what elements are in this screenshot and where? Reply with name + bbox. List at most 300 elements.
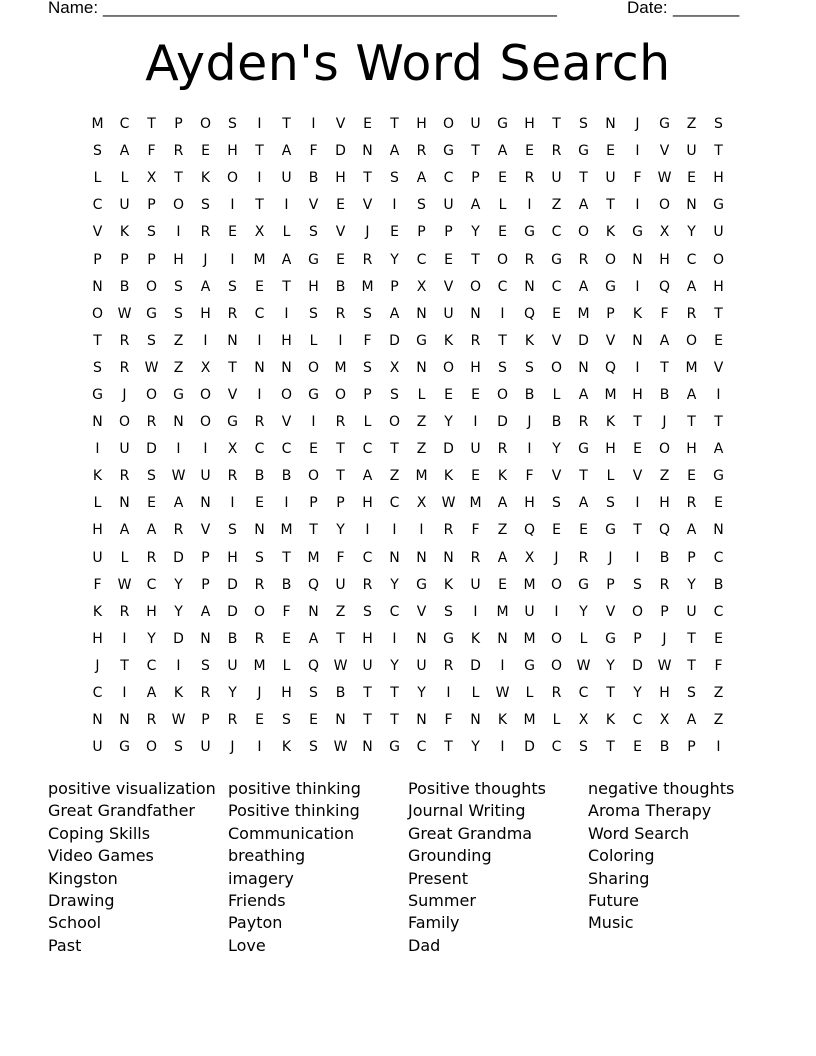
grid-letter: I: [284, 495, 289, 512]
grid-letter: M: [496, 603, 509, 620]
grid-row: [84, 680, 734, 707]
grid-letter: U: [335, 576, 346, 593]
grid-letter: G: [416, 576, 427, 593]
grid-letter: Z: [713, 712, 724, 729]
grid-letter: N: [416, 712, 427, 729]
grid-letter: Y: [390, 576, 399, 593]
grid-letter: M: [280, 522, 293, 539]
grid-letter: S: [147, 224, 156, 241]
grid-letter: K: [632, 305, 643, 322]
grid-letter: R: [119, 359, 130, 376]
grid-letter: U: [470, 576, 481, 593]
grid-letter: K: [92, 603, 103, 620]
grid-row: [84, 653, 734, 680]
grid-letter: X: [524, 549, 535, 566]
grid-letter: P: [174, 116, 183, 133]
grid-letter: N: [470, 712, 481, 729]
grid-letter: O: [658, 441, 671, 458]
grid-letter: S: [174, 278, 183, 295]
grid-letter: D: [632, 657, 643, 674]
grid-letter: R: [227, 712, 238, 729]
grid-letter: A: [578, 278, 589, 295]
grid-letter: O: [631, 603, 644, 620]
grid-letter: T: [147, 116, 156, 133]
grid-letter: L: [93, 170, 102, 187]
grid-letter: F: [147, 143, 156, 160]
grid-letter: O: [658, 197, 671, 214]
grid-letter: M: [523, 712, 536, 729]
grid-letter: E: [282, 630, 291, 647]
grid-letter: I: [365, 522, 370, 539]
grid-letter: C: [119, 116, 130, 133]
grid-row: [84, 192, 734, 219]
grid-letter: C: [443, 170, 454, 187]
grid-letter: O: [118, 414, 131, 431]
grid-letter: P: [147, 251, 156, 268]
grid-letter: J: [527, 414, 532, 431]
grid-letter: R: [119, 603, 130, 620]
grid-letter: Z: [659, 468, 670, 485]
grid-letter: Y: [633, 685, 642, 702]
grid-letter: R: [578, 549, 589, 566]
grid-letter: E: [606, 143, 615, 160]
grid-letter: Z: [335, 603, 346, 620]
grid-letter: M: [253, 251, 266, 268]
grid-letter: M: [523, 630, 536, 647]
word-list-item: Great Grandfather: [48, 801, 195, 821]
header: [48, 0, 748, 20]
word-list-item: Love: [228, 935, 266, 955]
grid-letter: N: [632, 332, 643, 349]
grid-letter: V: [308, 197, 319, 214]
grid-letter: R: [443, 522, 454, 539]
grid-letter: S: [174, 305, 183, 322]
grid-letter: C: [281, 441, 292, 458]
grid-letter: H: [281, 685, 292, 702]
grid-letter: A: [578, 386, 589, 403]
grid-letter: B: [335, 278, 346, 295]
grid-letter: L: [309, 332, 318, 349]
grid-letter: G: [119, 739, 130, 756]
grid-letter: E: [633, 739, 642, 756]
grid-letter: E: [255, 495, 264, 512]
grid-letter: I: [392, 630, 397, 647]
grid-letter: D: [173, 630, 184, 647]
word-column: [48, 778, 228, 957]
grid-letter: N: [119, 712, 130, 729]
grid-letter: U: [119, 441, 130, 458]
grid-letter: A: [389, 305, 400, 322]
grid-letter: H: [227, 549, 238, 566]
grid-letter: V: [632, 468, 643, 485]
grid-letter: L: [93, 495, 102, 512]
grid-letter: G: [551, 251, 562, 268]
grid-letter: P: [687, 549, 696, 566]
grid-letter: I: [500, 305, 505, 322]
grid-letter: X: [578, 712, 589, 729]
grid-letter: U: [686, 603, 697, 620]
grid-letter: C: [92, 197, 103, 214]
grid-letter: D: [227, 603, 238, 620]
grid-row: [84, 301, 734, 328]
word-list-item: positive visualization: [48, 779, 216, 798]
grid-letter: B: [254, 468, 265, 485]
grid-letter: V: [335, 224, 346, 241]
grid-letter: T: [714, 414, 723, 431]
grid-letter: Y: [336, 522, 345, 539]
grid-letter: C: [497, 278, 508, 295]
grid-letter: P: [687, 739, 696, 756]
grid-letter: U: [713, 224, 724, 241]
grid-letter: U: [524, 603, 535, 620]
grid-row: [84, 599, 734, 626]
grid-letter: P: [201, 712, 210, 729]
grid-letter: R: [443, 657, 454, 674]
grid-letter: L: [552, 712, 561, 729]
grid-letter: N: [362, 143, 373, 160]
word-list-item: Music: [588, 913, 634, 933]
grid-letter: R: [470, 549, 481, 566]
grid-letter: H: [308, 278, 319, 295]
grid-letter: T: [363, 712, 372, 729]
grid-letter: Y: [552, 441, 561, 458]
grid-letter: Y: [687, 576, 696, 593]
grid-letter: M: [604, 386, 617, 403]
grid-letter: S: [201, 197, 210, 214]
word-list: [48, 778, 768, 957]
grid-letter: H: [659, 251, 670, 268]
grid-letter: H: [200, 305, 211, 322]
grid-letter: G: [443, 630, 454, 647]
grid-letter: Z: [173, 332, 184, 349]
grid-letter: N: [389, 549, 400, 566]
grid-letter: J: [203, 251, 208, 268]
grid-letter: P: [309, 495, 318, 512]
grid-letter: M: [307, 549, 320, 566]
grid-letter: U: [281, 170, 292, 187]
grid-letter: O: [307, 359, 320, 376]
grid-letter: C: [362, 441, 373, 458]
grid-letter: O: [442, 116, 455, 133]
grid-letter: L: [120, 549, 129, 566]
grid-letter: T: [390, 712, 399, 729]
grid-letter: O: [550, 576, 563, 593]
grid-letter: A: [686, 712, 697, 729]
grid-letter: X: [254, 224, 265, 241]
grid-letter: G: [227, 414, 238, 431]
grid-letter: C: [416, 739, 427, 756]
grid-letter: H: [173, 251, 184, 268]
word-list-item: Positive thinking: [228, 801, 360, 821]
word-list-item: Past: [48, 935, 82, 955]
grid-letter: N: [200, 495, 211, 512]
grid-letter: H: [416, 116, 427, 133]
grid-letter: F: [336, 549, 345, 566]
grid-letter: B: [335, 685, 346, 702]
grid-letter: T: [174, 170, 183, 187]
grid-letter: F: [93, 576, 102, 593]
grid-letter: P: [606, 576, 615, 593]
grid-letter: A: [146, 522, 157, 539]
grid-letter: L: [471, 685, 480, 702]
grid-row: [84, 409, 734, 436]
grid-letter: O: [442, 359, 455, 376]
grid-letter: M: [361, 278, 374, 295]
grid-letter: A: [686, 522, 697, 539]
grid-letter: H: [470, 359, 481, 376]
grid-letter: V: [362, 197, 373, 214]
grid-letter: J: [635, 116, 640, 133]
grid-letter: R: [524, 170, 535, 187]
grid-letter: A: [119, 143, 130, 160]
grid-letter: O: [550, 657, 563, 674]
grid-letter: E: [336, 251, 345, 268]
grid-letter: X: [389, 359, 400, 376]
grid-letter: S: [309, 739, 318, 756]
grid-letter: G: [605, 522, 616, 539]
grid-letter: L: [606, 468, 615, 485]
grid-letter: O: [388, 414, 401, 431]
grid-letter: I: [257, 116, 262, 133]
grid-letter: T: [714, 143, 723, 160]
grid-row: [84, 111, 734, 138]
grid-letter: C: [254, 441, 265, 458]
grid-letter: P: [147, 197, 156, 214]
grid-letter: A: [416, 170, 427, 187]
grid-letter: K: [173, 685, 184, 702]
grid-letter: T: [444, 739, 453, 756]
grid-letter: R: [173, 522, 184, 539]
grid-letter: C: [92, 685, 103, 702]
grid-letter: C: [146, 657, 157, 674]
grid-letter: N: [92, 278, 103, 295]
grid-letter: N: [254, 359, 265, 376]
grid-letter: H: [713, 278, 724, 295]
grid-letter: S: [93, 143, 102, 160]
grid-letter: D: [470, 657, 481, 674]
grid-letter: H: [146, 603, 157, 620]
grid-letter: X: [416, 495, 427, 512]
grid-letter: T: [282, 116, 291, 133]
grid-letter: I: [122, 630, 127, 647]
grid-letter: O: [199, 116, 212, 133]
grid-letter: G: [659, 116, 670, 133]
grid-letter: P: [633, 630, 642, 647]
grid-letter: T: [390, 685, 399, 702]
grid-letter: D: [335, 143, 346, 160]
grid-letter: T: [363, 170, 372, 187]
grid-row: [84, 382, 734, 409]
grid-letter: N: [416, 630, 427, 647]
grid-letter: A: [470, 197, 481, 214]
grid-letter: I: [527, 197, 532, 214]
grid-letter: I: [500, 739, 505, 756]
grid-letter: C: [713, 549, 724, 566]
grid-letter: H: [524, 495, 535, 512]
grid-letter: L: [417, 386, 426, 403]
grid-letter: E: [255, 712, 264, 729]
word-list-item: Family: [408, 913, 460, 933]
grid-letter: A: [146, 685, 157, 702]
grid-letter: P: [93, 251, 102, 268]
grid-letter: H: [524, 116, 535, 133]
grid-letter: P: [363, 386, 372, 403]
grid-letter: S: [201, 657, 210, 674]
word-list-item: Grounding: [408, 846, 492, 866]
grid-letter: Y: [471, 224, 480, 241]
grid-letter: M: [577, 305, 590, 322]
grid-letter: S: [579, 116, 588, 133]
word-list-item: Future: [588, 891, 639, 911]
grid-row: [84, 436, 734, 463]
grid-letter: S: [363, 603, 372, 620]
grid-letter: M: [685, 359, 698, 376]
grid-letter: S: [579, 739, 588, 756]
grid-letter: B: [281, 468, 292, 485]
grid-letter: C: [389, 603, 400, 620]
grid-letter: I: [635, 549, 640, 566]
grid-letter: M: [415, 468, 428, 485]
grid-letter: R: [119, 468, 130, 485]
grid-letter: I: [311, 116, 316, 133]
grid-letter: I: [284, 305, 289, 322]
grid-letter: E: [498, 170, 507, 187]
grid-letter: S: [633, 576, 642, 593]
grid-letter: G: [146, 305, 157, 322]
grid-letter: K: [443, 468, 454, 485]
grid-letter: I: [716, 739, 721, 756]
grid-letter: C: [254, 305, 265, 322]
grid-letter: I: [95, 441, 100, 458]
word-list-item: School: [48, 913, 102, 933]
grid-letter: E: [714, 332, 723, 349]
grid-letter: V: [659, 143, 670, 160]
grid-letter: R: [497, 441, 508, 458]
grid-letter: K: [200, 170, 211, 187]
grid-letter: H: [659, 495, 670, 512]
grid-letter: L: [282, 657, 291, 674]
grid-letter: K: [119, 224, 130, 241]
grid-letter: A: [686, 386, 697, 403]
grid-letter: F: [282, 603, 291, 620]
grid-letter: S: [687, 685, 696, 702]
grid-letter: P: [471, 170, 480, 187]
grid-letter: N: [416, 305, 427, 322]
grid-letter: G: [578, 143, 589, 160]
grid-letter: U: [686, 143, 697, 160]
grid-letter: I: [122, 685, 127, 702]
grid-letter: E: [714, 495, 723, 512]
grid-letter: N: [686, 197, 697, 214]
grid-letter: C: [578, 685, 589, 702]
grid-letter: A: [686, 278, 697, 295]
grid-letter: I: [473, 603, 478, 620]
grid-letter: U: [92, 739, 103, 756]
grid-letter: Y: [471, 739, 480, 756]
grid-letter: I: [176, 657, 181, 674]
word-list-item: Journal Writing: [408, 801, 526, 821]
grid-letter: O: [685, 332, 698, 349]
grid-letter: F: [363, 332, 372, 349]
grid-letter: Q: [307, 657, 320, 674]
grid-letter: M: [91, 116, 104, 133]
grid-letter: R: [362, 251, 373, 268]
grid-letter: N: [200, 630, 211, 647]
grid-letter: V: [605, 603, 616, 620]
grid-letter: O: [172, 197, 185, 214]
grid-letter: V: [551, 468, 562, 485]
grid-letter: R: [227, 305, 238, 322]
grid-letter: T: [687, 630, 696, 647]
grid-letter: L: [579, 630, 588, 647]
grid-letter: U: [119, 197, 130, 214]
grid-letter: C: [362, 549, 373, 566]
grid-letter: E: [255, 278, 264, 295]
grid-letter: N: [308, 603, 319, 620]
grid-letter: I: [635, 197, 640, 214]
grid-letter: T: [471, 251, 480, 268]
grid-letter: M: [523, 576, 536, 593]
grid-letter: V: [227, 386, 238, 403]
grid-letter: E: [498, 576, 507, 593]
grid-letter: C: [416, 251, 427, 268]
grid-letter: I: [635, 143, 640, 160]
grid-letter: N: [632, 251, 643, 268]
word-list-item: Coloring: [588, 846, 655, 866]
grid-letter: Z: [551, 197, 562, 214]
grid-letter: G: [524, 657, 535, 674]
grid-letter: A: [281, 251, 292, 268]
grid-letter: L: [282, 224, 291, 241]
grid-letter: T: [336, 630, 345, 647]
grid-letter: E: [309, 712, 318, 729]
grid-letter: O: [307, 468, 320, 485]
grid-letter: T: [579, 170, 588, 187]
grid-letter: E: [498, 224, 507, 241]
grid-letter: R: [578, 414, 589, 431]
grid-letter: W: [333, 739, 348, 756]
word-list-item: Positive thoughts: [408, 779, 547, 798]
grid-letter: C: [551, 224, 562, 241]
grid-letter: Q: [604, 359, 617, 376]
grid-letter: G: [92, 386, 103, 403]
grid-letter: N: [578, 359, 589, 376]
grid-letter: B: [119, 278, 130, 295]
word-list-item: Summer: [408, 891, 476, 911]
grid-letter: I: [635, 278, 640, 295]
grid-letter: I: [203, 441, 208, 458]
grid-letter: N: [254, 522, 265, 539]
grid-letter: V: [551, 332, 562, 349]
grid-letter: R: [254, 576, 265, 593]
grid-letter: P: [201, 576, 210, 593]
grid-letter: A: [713, 441, 724, 458]
grid-letter: I: [176, 224, 181, 241]
grid-letter: A: [497, 549, 508, 566]
grid-letter: E: [633, 441, 642, 458]
grid-letter: R: [254, 630, 265, 647]
grid-letter: H: [281, 332, 292, 349]
grid-letter: C: [551, 278, 562, 295]
grid-letter: D: [227, 576, 238, 593]
grid-letter: W: [495, 685, 510, 702]
grid-letter: Z: [713, 685, 724, 702]
grid-letter: S: [228, 278, 237, 295]
grid-letter: F: [525, 468, 534, 485]
grid-letter: T: [309, 522, 318, 539]
grid-letter: I: [338, 332, 343, 349]
word-list-item: Kingston: [48, 868, 118, 888]
